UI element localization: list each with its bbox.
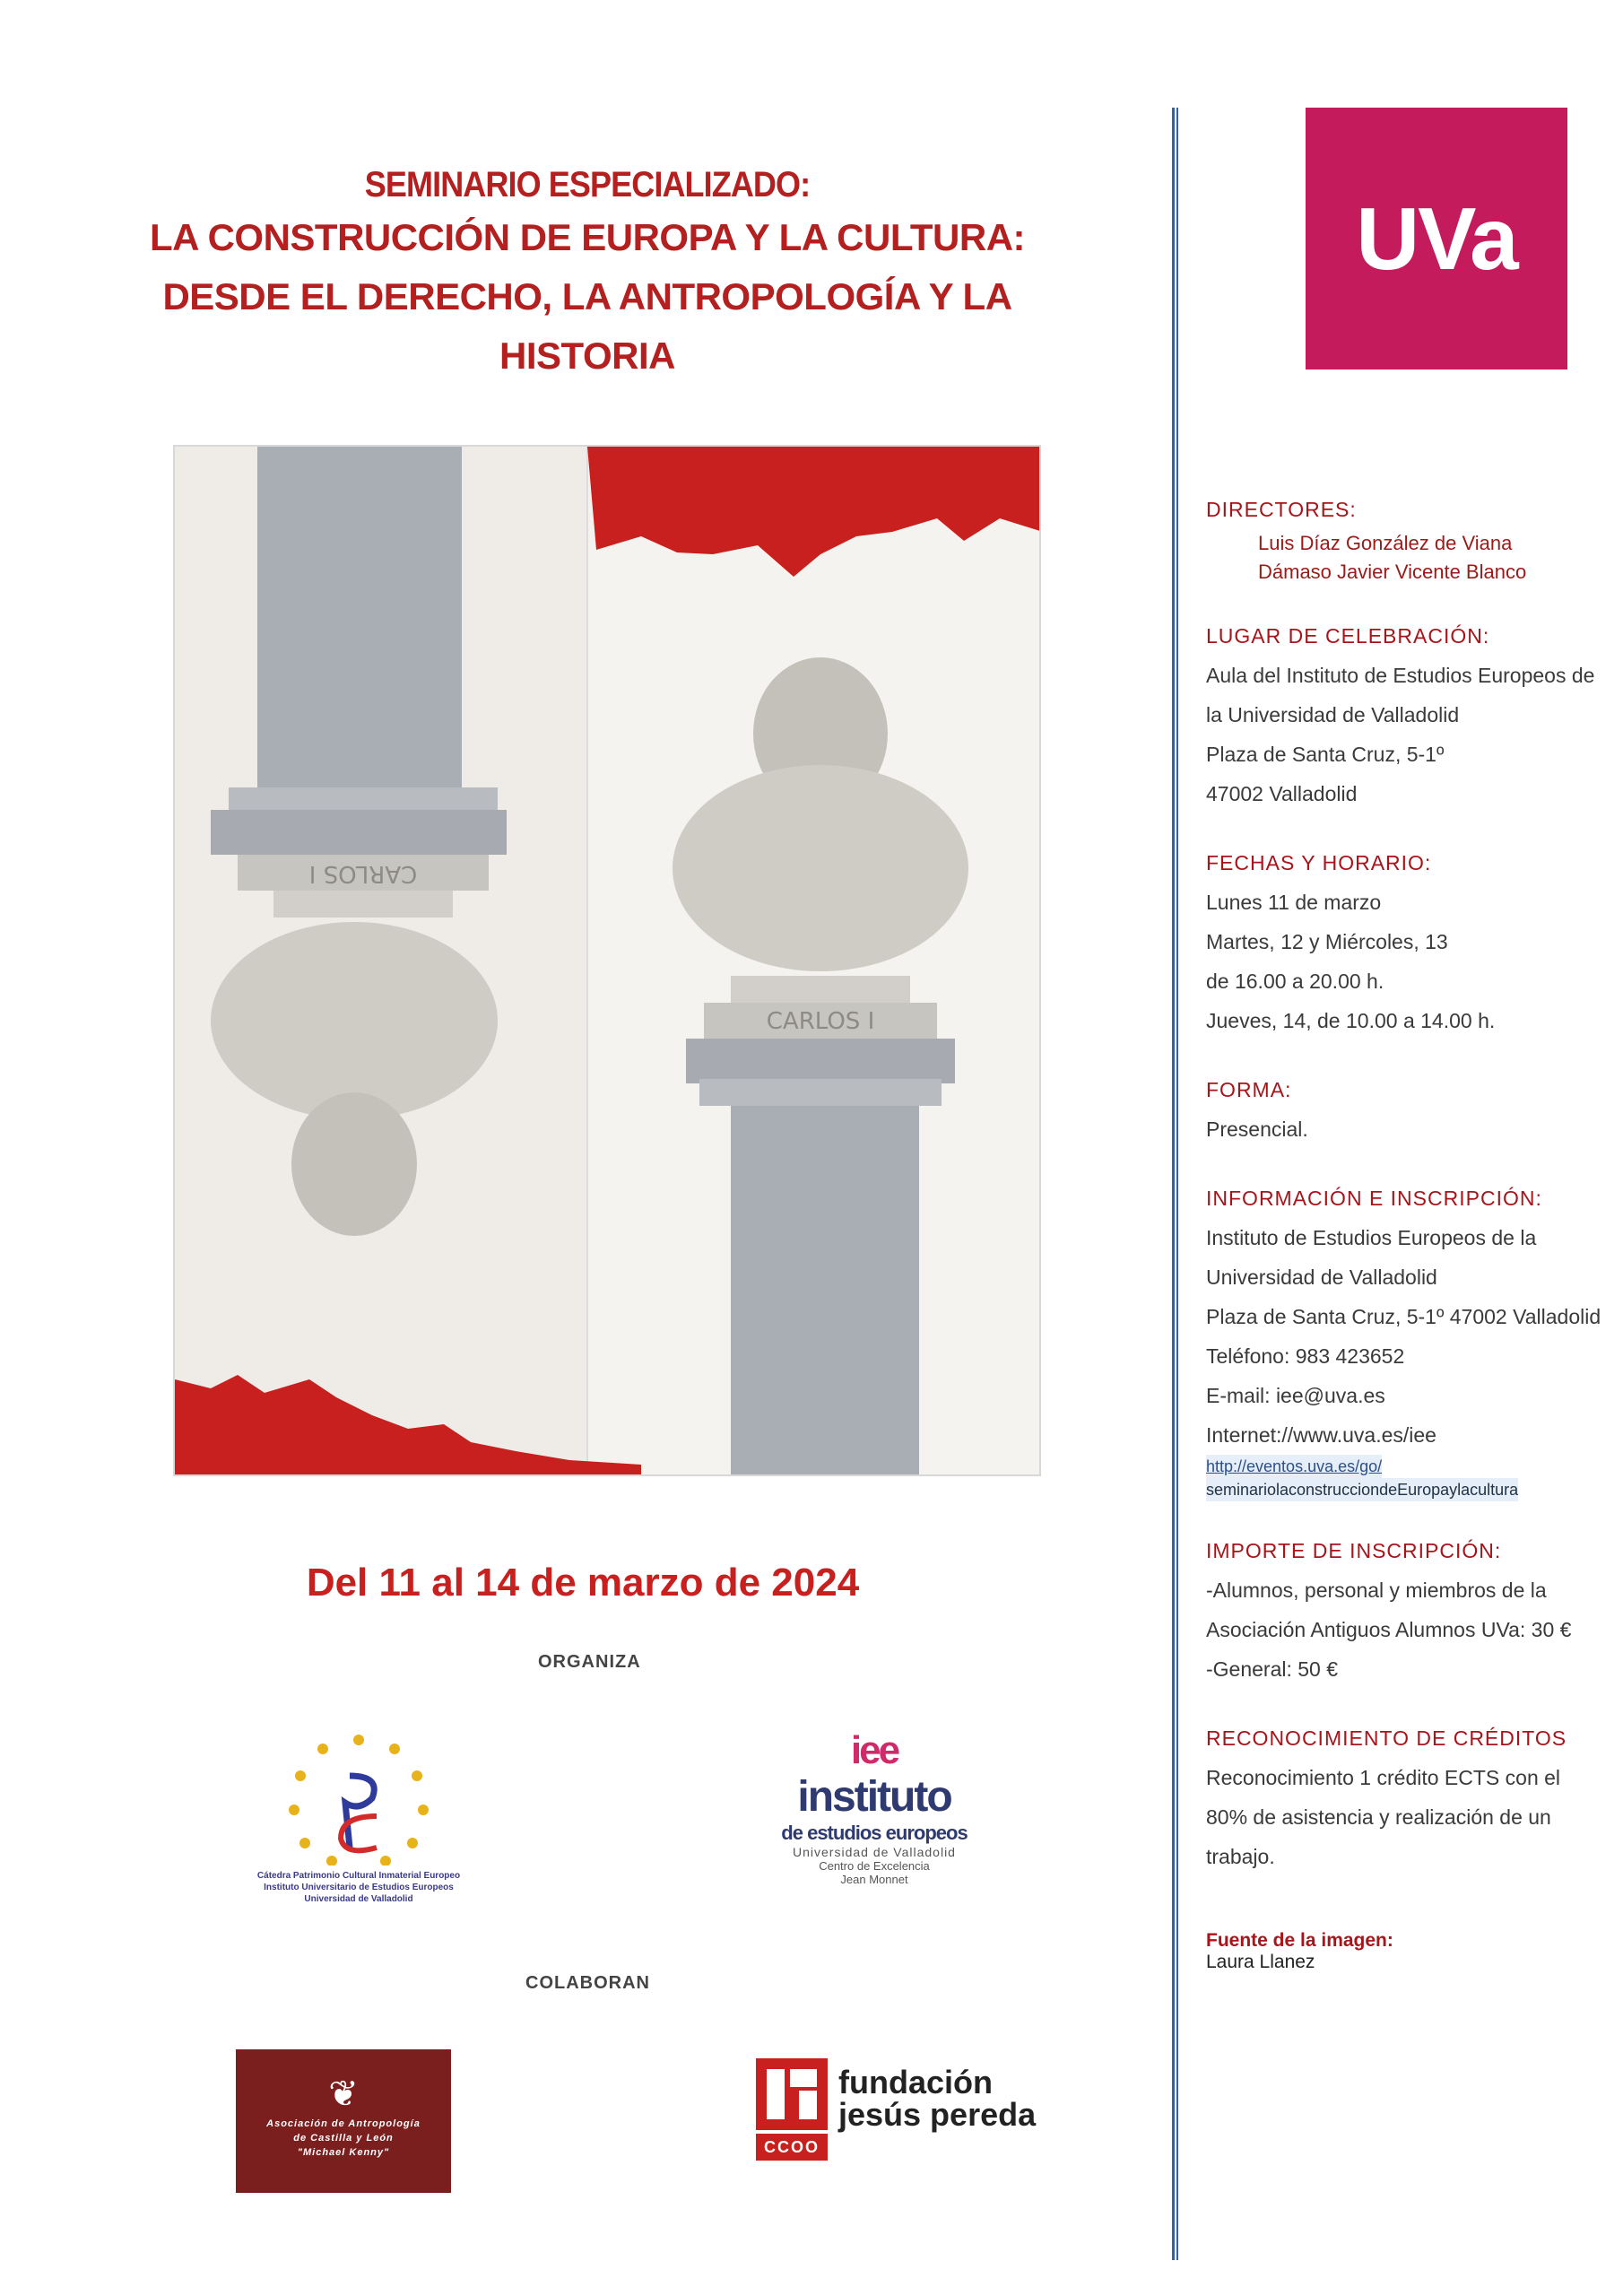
fechas-title: FECHAS Y HORARIO: bbox=[1206, 851, 1432, 874]
importe-line-1: -Alumnos, personal y miembros de la bbox=[1206, 1578, 1547, 1602]
vertical-divider bbox=[1172, 108, 1178, 2260]
event-info-sidebar bbox=[1206, 498, 1610, 1973]
seminar-title bbox=[126, 161, 1049, 386]
fundacion-line-1: fundación bbox=[838, 2064, 993, 2100]
iee-mark: iee bbox=[850, 1728, 898, 1772]
colaboran-label: COLABORAN bbox=[525, 1973, 650, 1993]
importe-title: IMPORTE DE INSCRIPCIÓN: bbox=[1206, 1539, 1502, 1562]
importe-line-2: Asociación Antiguos Alumnos UVa: 30 € bbox=[1206, 1618, 1572, 1641]
title-line-3: DESDE EL DERECHO, LA ANTROPOLOGÍA Y LA bbox=[162, 275, 1012, 317]
lugar-line-2: la Universidad de Valladolid bbox=[1206, 703, 1460, 726]
director-1: Luis Díaz González de Viana bbox=[1258, 532, 1513, 554]
carlos-bust-illustration bbox=[175, 447, 1041, 1476]
hero-image bbox=[173, 445, 1041, 1476]
uva-logo-text: UVa bbox=[1356, 188, 1517, 288]
info-line-3: Plaza de Santa Cruz, 5-1º 47002 Valladolid bbox=[1206, 1305, 1601, 1328]
registration-link[interactable]: http://eventos.uva.es/go/ bbox=[1206, 1455, 1382, 1478]
registration-link-path[interactable]: seminariolaconstrucciondeEuropaylacultura bbox=[1206, 1478, 1518, 1501]
fuente-section bbox=[1206, 1930, 1610, 1973]
info-website: Internet://www.uva.es/iee bbox=[1206, 1423, 1436, 1447]
creditos-line-1: Reconocimiento 1 crédito ECTS con el bbox=[1206, 1766, 1561, 1789]
lugar-line-4: 47002 Valladolid bbox=[1206, 782, 1358, 805]
antro-line-3: "Michael Kenny" bbox=[297, 2147, 390, 2158]
forma-line-1: Presencial. bbox=[1206, 1118, 1308, 1141]
creditos-line-2: 80% de asistencia y realización de un bbox=[1206, 1805, 1551, 1829]
fechas-line-4: Jueves, 14, de 10.00 a 14.00 h. bbox=[1206, 1009, 1496, 1032]
fechas-line-1: Lunes 11 de marzo bbox=[1206, 891, 1382, 914]
info-line-1: Instituto de Estudios Europeos de la bbox=[1206, 1226, 1537, 1249]
title-line-2: LA CONSTRUCCIÓN DE EUROPA Y LA CULTURA: bbox=[149, 216, 1026, 258]
fechas-line-3: de 16.00 a 20.00 h. bbox=[1206, 970, 1384, 993]
organiza-label: ORGANIZA bbox=[538, 1652, 641, 1672]
uva-logo bbox=[1306, 108, 1567, 370]
info-email: E-mail: iee@uva.es bbox=[1206, 1384, 1385, 1407]
fechas-section bbox=[1206, 851, 1610, 1040]
creditos-line-3: trabajo. bbox=[1206, 1845, 1275, 1868]
lugar-title: LUGAR DE CELEBRACIÓN: bbox=[1206, 624, 1490, 648]
event-dates: Del 11 al 14 de marzo de 2024 bbox=[306, 1561, 860, 1605]
ccoo-label: CCOO bbox=[756, 2134, 828, 2161]
catedra-line-2: Instituto Universitario de Estudios Europeos bbox=[264, 1883, 454, 1892]
catedra-line-3: Universidad de Valladolid bbox=[304, 1894, 413, 1904]
info-line-2: Universidad de Valladolid bbox=[1206, 1265, 1437, 1289]
info-phone: Teléfono: 983 423652 bbox=[1206, 1344, 1405, 1368]
fechas-line-2: Martes, 12 y Miércoles, 13 bbox=[1206, 930, 1448, 953]
importe-line-3: -General: 50 € bbox=[1206, 1657, 1339, 1681]
informacion-section bbox=[1206, 1187, 1610, 1501]
importe-section bbox=[1206, 1539, 1610, 1689]
iee-name: instituto bbox=[797, 1773, 951, 1821]
bust-label-inverted: CARLOS I bbox=[308, 860, 418, 887]
lugar-section bbox=[1206, 624, 1610, 813]
creditos-section bbox=[1206, 1726, 1610, 1876]
antro-line-2: de Castilla y León bbox=[293, 2133, 394, 2144]
iee-sub: de estudios europeos bbox=[781, 1822, 968, 1844]
title-line-4: HISTORIA bbox=[499, 335, 675, 377]
catedra-line-1: Cátedra Patrimonio Cultural Inmaterial Europeo bbox=[256, 1871, 461, 1881]
iee-logo bbox=[767, 1729, 982, 1926]
director-2: Dámaso Javier Vicente Blanco bbox=[1258, 561, 1527, 583]
fuente-value: Laura Llanez bbox=[1206, 1952, 1315, 1972]
forma-title: FORMA: bbox=[1206, 1078, 1292, 1101]
eu-stars-icon bbox=[224, 1731, 493, 1866]
iee-univ: Universidad de Valladolid bbox=[793, 1845, 956, 1859]
bust-label: CARLOS I bbox=[766, 1008, 875, 1035]
forma-section bbox=[1206, 1078, 1610, 1149]
fundacion-logo bbox=[756, 2058, 1052, 2175]
fundacion-line-2: jesús pereda bbox=[838, 2096, 1037, 2133]
fuente-title: Fuente de la imagen: bbox=[1206, 1930, 1393, 1951]
directores-section bbox=[1206, 498, 1610, 587]
catedra-logo bbox=[224, 1731, 493, 1924]
lugar-line-1: Aula del Instituto de Estudios Europeos de bbox=[1206, 664, 1595, 687]
iee-center-1: Centro de Excelencia bbox=[819, 1859, 930, 1873]
directores-title: DIRECTORES: bbox=[1206, 498, 1357, 521]
lugar-line-3: Plaza de Santa Cruz, 5-1º bbox=[1206, 743, 1445, 766]
ccoo-mark-icon bbox=[756, 2058, 828, 2130]
antropologia-logo bbox=[236, 2049, 451, 2193]
title-line-1: SEMINARIO ESPECIALIZADO: bbox=[364, 165, 811, 204]
iee-center-2: Jean Monnet bbox=[840, 1873, 908, 1886]
laurel-icon: ❦ bbox=[328, 2074, 359, 2114]
informacion-title: INFORMACIÓN E INSCRIPCIÓN: bbox=[1206, 1187, 1542, 1210]
antro-line-1: Asociación de Antropología bbox=[266, 2118, 421, 2129]
creditos-title: RECONOCIMIENTO DE CRÉDITOS bbox=[1206, 1726, 1567, 1750]
